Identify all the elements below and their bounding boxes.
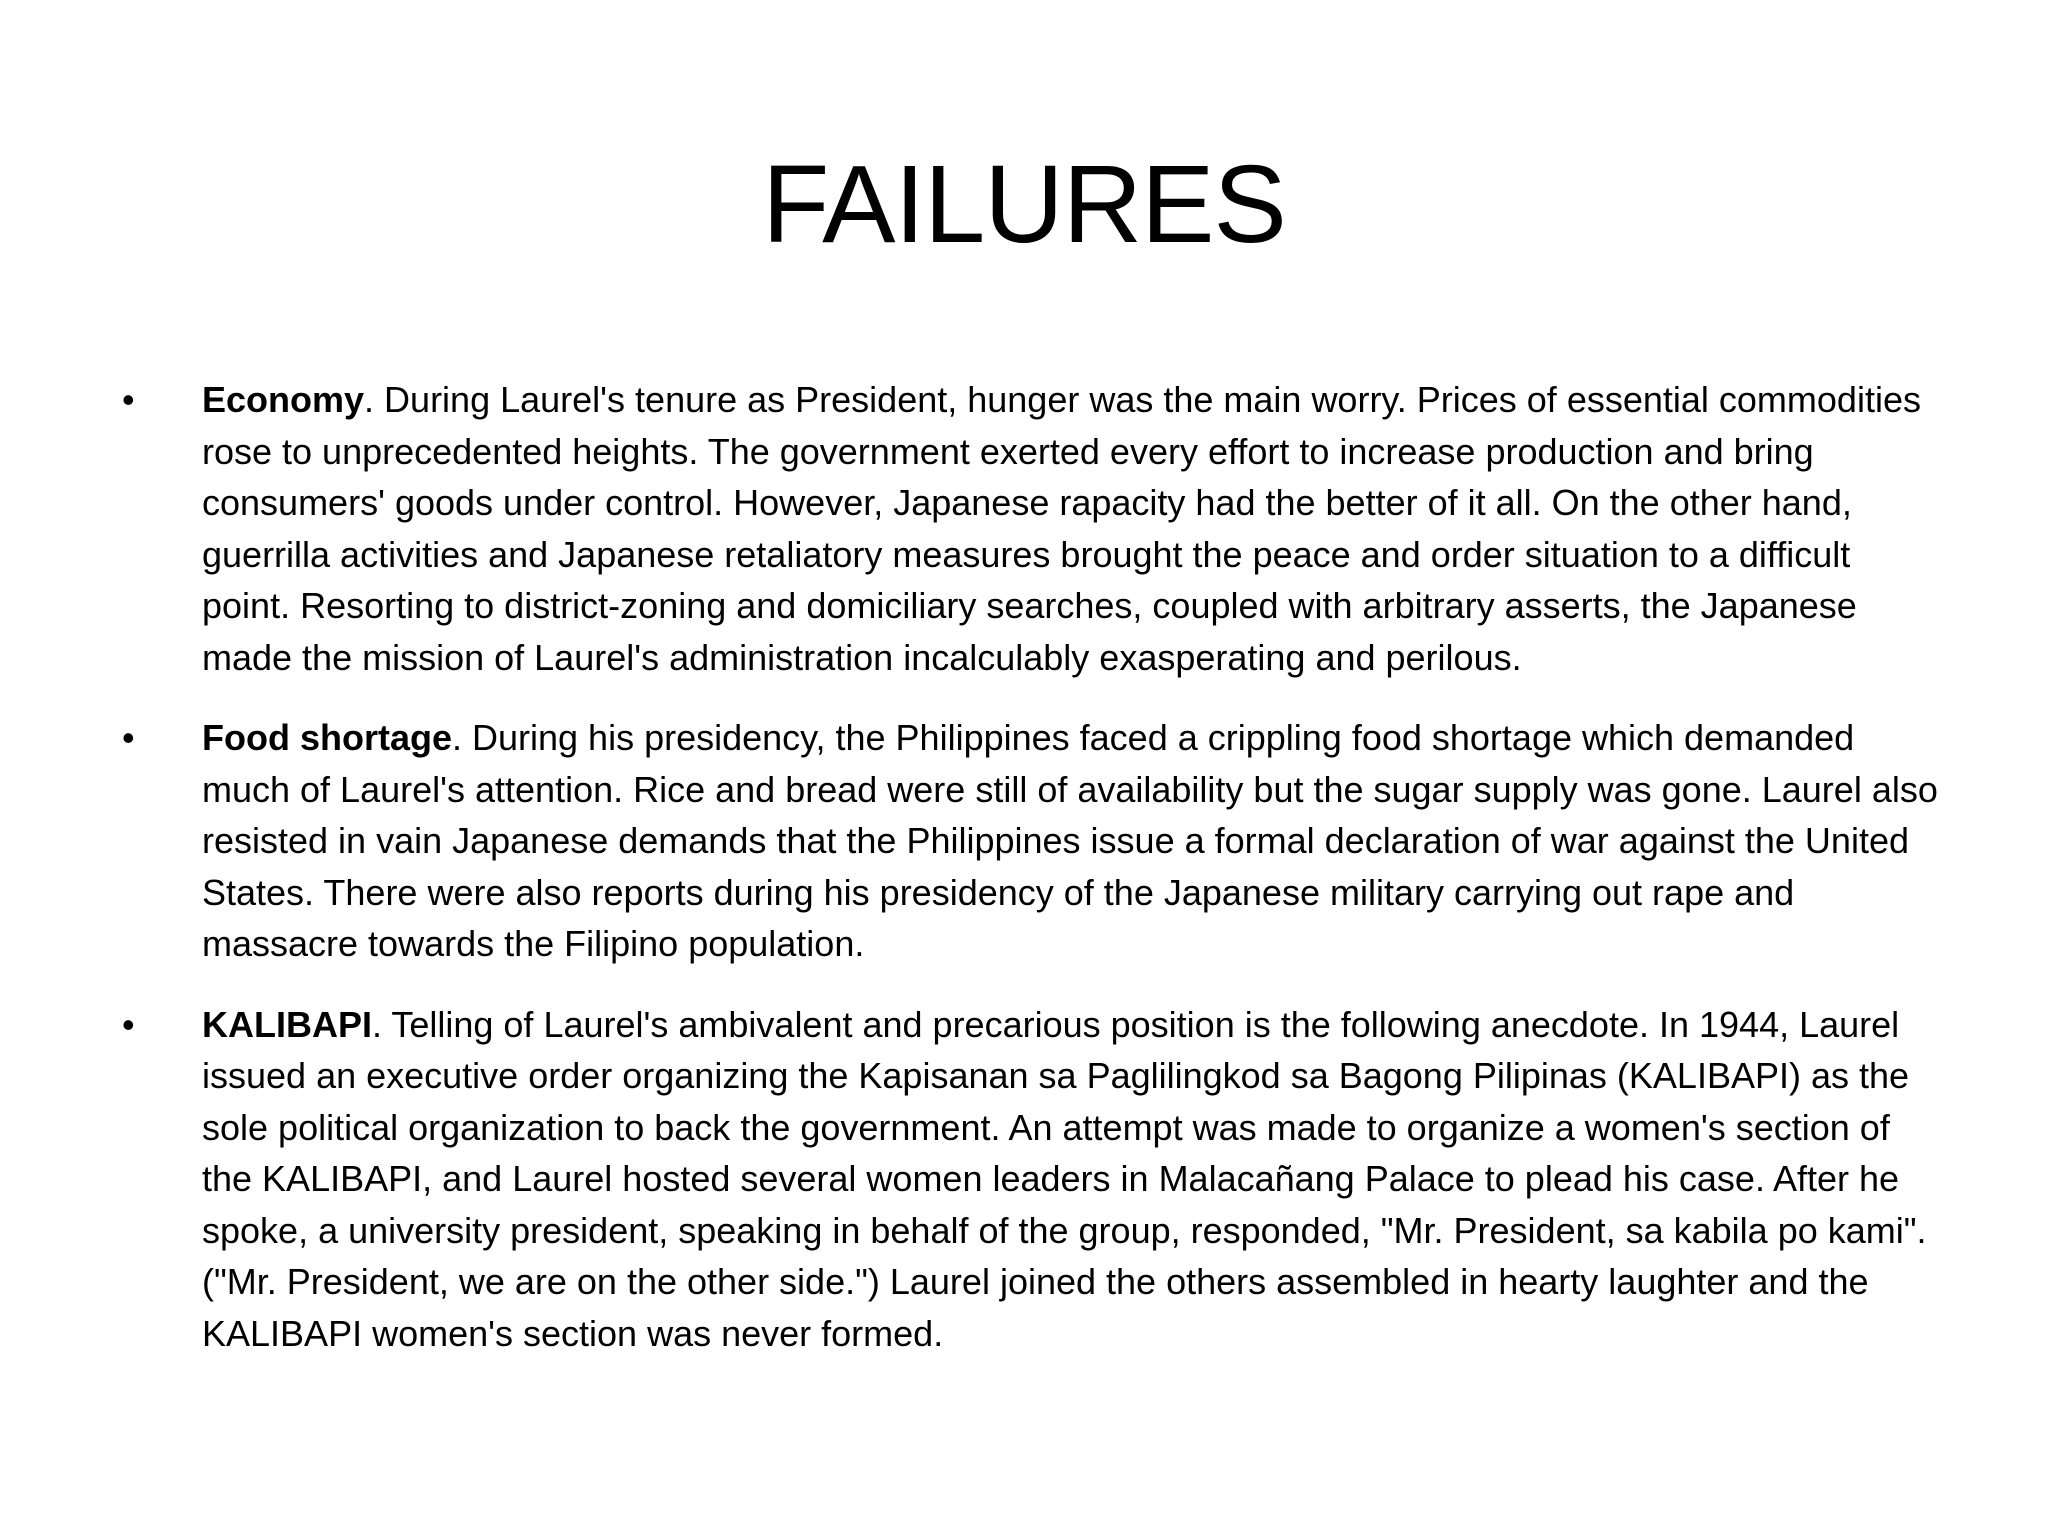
bullet-body: . During Laurel's tenure as President, hunger was the main worry. Prices of essential commodities rose to unprecedented heights. The government exerted every effort to increase production and bring consumers' goods under control. However, Japanese rapacity had the better of it all. On the other hand, guerrilla activities and Japanese retaliatory measures brought the peace and order situation to a difficult point. Resorting to district-zoning and domiciliary searches, coupled with arbitrary asserts, the Japanese made the mission of Laurel's administration incalculably exasperating and perilous.: [202, 379, 1921, 678]
slide-title: FAILURES: [762, 143, 1286, 266]
bullet-item-kalibapi: [122, 999, 1942, 1360]
bullet-text: [202, 712, 1942, 970]
bullet-heading: KALIBAPI: [202, 1003, 372, 1045]
bullet-icon: •: [122, 1003, 135, 1045]
bullet-icon: •: [122, 717, 135, 758]
bullet-text: [202, 999, 1942, 1360]
bullet-list: [122, 374, 1942, 1388]
bullet-text: [202, 374, 1942, 683]
bullet-heading: Food shortage: [202, 717, 452, 758]
bullet-body: . Telling of Laurel's ambivalent and precarious position is the following anecdote. In 1944, Laurel issued an executive order organizing the Kapisanan sa Paglilingkod sa Bagong Pilipinas (KALIBAPI) as the sole political organization to back the government. An attempt was made to organize a women's section of the KALIBAPI, and Laurel hosted several women leaders in Malacañang Palace to plead his case. After he spoke, a university president, speaking in behalf of the group, responded, "Mr. President, sa kabila po kami". ("Mr. President, we are on the other side.") Laurel joined the others assembled in hearty laughter and the KALIBAPI women's section was never formed.: [202, 1003, 1927, 1354]
bullet-icon: •: [122, 379, 135, 420]
bullet-item-economy: [122, 374, 1942, 683]
bullet-item-food-shortage: [122, 712, 1942, 970]
bullet-body: . During his presidency, the Philippines faced a crippling food shortage which demanded much of Laurel's attention. Rice and bread were still of availability but the sugar supply was gone. Laurel also resisted in vain Japanese demands that the Philippines issue a formal declaration of war against the United States. There were also reports during his presidency of the Japanese military carrying out rape and massacre towards the Filipino population.: [202, 717, 1938, 964]
bullet-heading: Economy: [202, 379, 365, 420]
